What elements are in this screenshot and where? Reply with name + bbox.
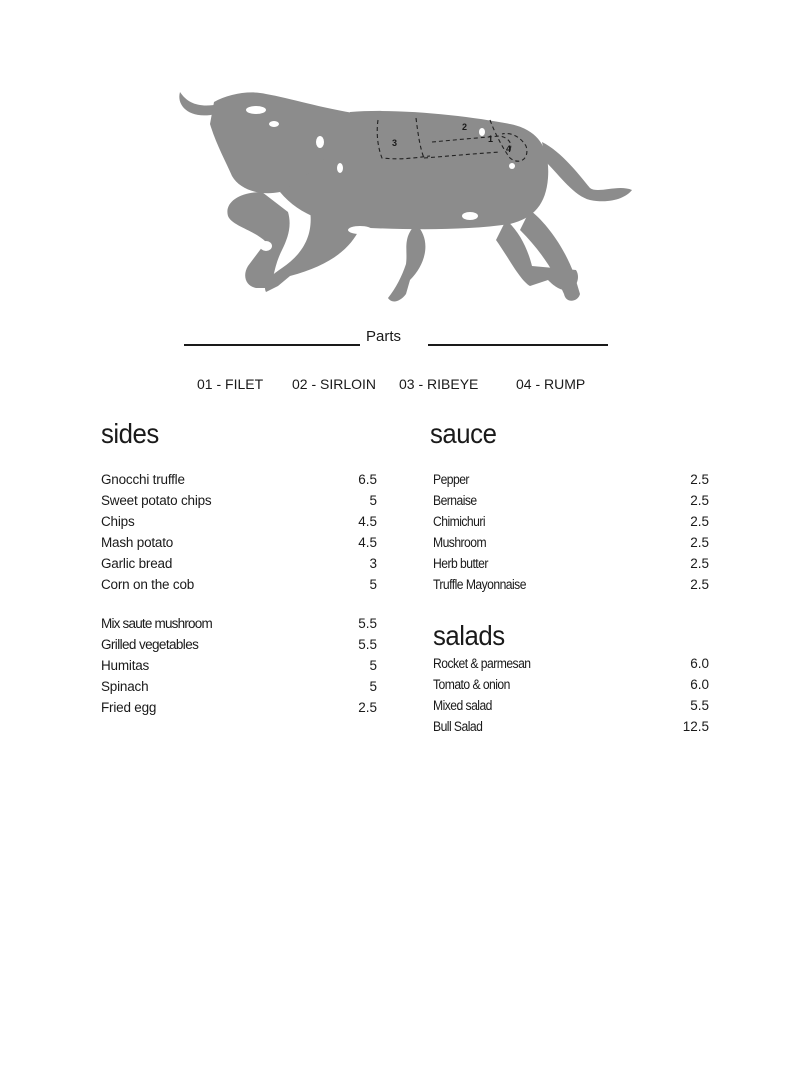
- item-price: 2.5: [690, 514, 709, 529]
- list-item: [433, 490, 709, 511]
- sides-list-1: [101, 469, 377, 595]
- list-item: [101, 634, 377, 655]
- item-name: Gnocchi truffle: [101, 472, 185, 487]
- item-name: Sweet potato chips: [101, 493, 212, 508]
- parts-heading-label: Parts: [366, 328, 402, 345]
- list-item: [101, 532, 377, 553]
- item-price: 5.5: [358, 616, 377, 631]
- sauce-title: sauce: [430, 418, 497, 449]
- item-name: Mix saute mushroom: [101, 616, 212, 631]
- list-item: [433, 674, 709, 695]
- item-price: 4.5: [358, 535, 377, 550]
- item-price: 3: [369, 556, 377, 571]
- item-price: 2.5: [690, 472, 709, 487]
- item-price: 5.5: [358, 637, 377, 652]
- item-price: 5: [369, 493, 377, 508]
- cut-label-1: 1: [488, 134, 494, 144]
- sides-title: sides: [101, 418, 159, 449]
- item-name: Garlic bread: [101, 556, 173, 571]
- item-name: Corn on the cob: [101, 577, 195, 592]
- list-item: [101, 697, 377, 718]
- item-price: 2.5: [690, 535, 709, 550]
- list-item: [101, 613, 377, 634]
- item-price: 2.5: [690, 556, 709, 571]
- cut-label-4: 4: [506, 144, 512, 154]
- list-item: [433, 511, 709, 532]
- list-item: [101, 490, 377, 511]
- item-name: Bull Salad: [433, 719, 483, 734]
- parts-list: [0, 376, 800, 396]
- bull-silhouette: [179, 92, 632, 301]
- list-item: [101, 676, 377, 697]
- list-item: [433, 574, 709, 595]
- item-name: Fried egg: [101, 700, 157, 715]
- part-sirloin: 02 - SIRLOIN: [292, 376, 377, 392]
- item-name: Bernaise: [433, 493, 477, 508]
- item-price: 6.5: [358, 472, 377, 487]
- item-name: Mixed salad: [433, 698, 492, 713]
- item-price: 5: [369, 679, 377, 694]
- item-name: Chips: [101, 514, 135, 529]
- cut-label-2: 2: [462, 122, 468, 132]
- item-name: Grilled vegetables: [101, 637, 199, 652]
- item-name: Rocket & parmesan: [433, 656, 531, 671]
- cut-label-3: 3: [392, 138, 398, 148]
- list-item: [433, 553, 709, 574]
- item-price: 4.5: [358, 514, 377, 529]
- part-rump: 04 - RUMP: [516, 376, 586, 392]
- list-item: [433, 653, 709, 674]
- list-item: [433, 532, 709, 553]
- list-item: [433, 469, 709, 490]
- item-name: Mash potato: [101, 535, 174, 550]
- heading-rule-left: [184, 344, 360, 346]
- list-item: [433, 695, 709, 716]
- heading-rule-right: [428, 344, 608, 346]
- salads-list: [433, 653, 709, 737]
- item-price: 12.5: [682, 719, 709, 734]
- item-price: 2.5: [358, 700, 377, 715]
- item-name: Chimichuri: [433, 514, 485, 529]
- salads-title: salads: [433, 620, 505, 651]
- item-price: 2.5: [690, 577, 709, 592]
- item-name: Humitas: [101, 658, 150, 673]
- item-price: 6.0: [690, 677, 709, 692]
- list-item: [101, 469, 377, 490]
- parts-heading: [184, 326, 608, 350]
- list-item: [433, 716, 709, 737]
- item-name: Mushroom: [433, 535, 487, 550]
- item-price: 5.5: [690, 698, 709, 713]
- part-ribeye: 03 - RIBEYE: [399, 376, 479, 392]
- bull-cuts-diagram: [170, 80, 640, 310]
- list-item: [101, 574, 377, 595]
- part-filet: 01 - FILET: [197, 376, 264, 392]
- item-name: Herb butter: [433, 556, 488, 571]
- item-name: Pepper: [433, 472, 469, 487]
- list-item: [101, 553, 377, 574]
- item-name: Truffle Mayonnaise: [433, 577, 526, 592]
- item-price: 6.0: [690, 656, 709, 671]
- item-name: Spinach: [101, 679, 149, 694]
- item-price: 5: [369, 658, 377, 673]
- list-item: [101, 655, 377, 676]
- item-price: 2.5: [690, 493, 709, 508]
- list-item: [101, 511, 377, 532]
- item-name: Tomato & onion: [433, 677, 510, 692]
- item-price: 5: [369, 577, 377, 592]
- sides-list-2: [101, 613, 377, 718]
- sauce-list: [433, 469, 709, 595]
